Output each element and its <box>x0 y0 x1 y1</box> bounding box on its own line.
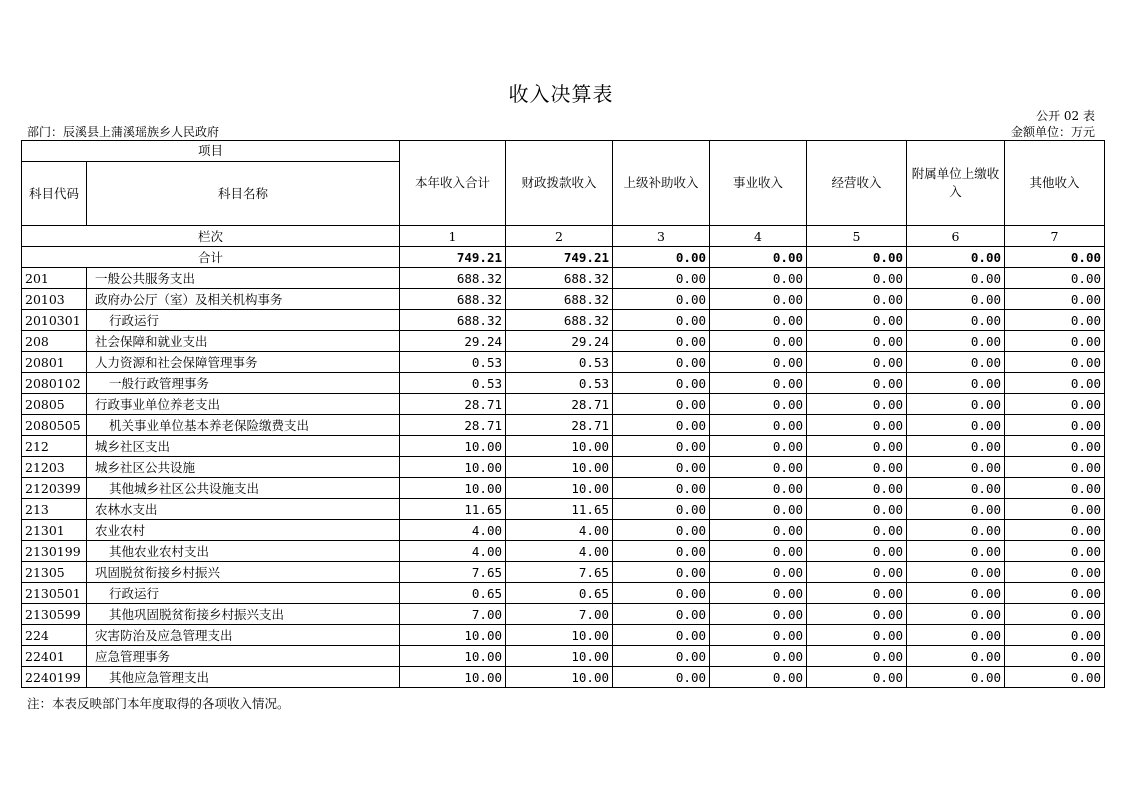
amount-cell: 0.00 <box>807 310 907 331</box>
amount-cell: 0.00 <box>907 478 1005 499</box>
header-col-6: 附属单位上缴收入 <box>907 141 1005 226</box>
amount-cell: 0.00 <box>907 436 1005 457</box>
table-row <box>22 457 1105 478</box>
amount-cell: 0.00 <box>807 289 907 310</box>
col-number: 1 <box>400 226 506 247</box>
subject-code: 22401 <box>22 646 87 667</box>
amount-cell: 0.00 <box>710 436 807 457</box>
amount-cell: 10.00 <box>400 667 506 688</box>
amount-cell: 0.00 <box>710 310 807 331</box>
amount-cell: 0.00 <box>807 562 907 583</box>
amount-cell: 0.00 <box>807 541 907 562</box>
subject-name: 行政事业单位养老支出 <box>87 394 400 415</box>
subject-code: 2130599 <box>22 604 87 625</box>
amount-cell: 0.00 <box>807 478 907 499</box>
amount-cell: 29.24 <box>400 331 506 352</box>
subject-code: 20103 <box>22 289 87 310</box>
amount-cell: 0.00 <box>710 520 807 541</box>
amount-cell: 0.00 <box>907 604 1005 625</box>
page-title: 收入决算表 <box>508 82 614 106</box>
subject-name: 行政运行 <box>87 310 400 331</box>
amount-cell: 28.71 <box>506 415 613 436</box>
subject-code: 224 <box>22 625 87 646</box>
header-col-5: 经营收入 <box>807 141 907 226</box>
income-table <box>21 140 1105 688</box>
subject-name: 社会保障和就业支出 <box>87 331 400 352</box>
amount-cell: 0.00 <box>613 352 710 373</box>
amount-cell: 0.00 <box>807 604 907 625</box>
table-row <box>22 562 1105 583</box>
amount-cell: 10.00 <box>400 478 506 499</box>
amount-cell: 0.00 <box>807 415 907 436</box>
amount-cell: 0.00 <box>1005 331 1105 352</box>
amount-cell: 0.00 <box>613 394 710 415</box>
amount-cell: 7.00 <box>400 604 506 625</box>
amount-cell: 0.00 <box>613 541 710 562</box>
subject-code: 2240199 <box>22 667 87 688</box>
amount-cell: 0.00 <box>1005 478 1105 499</box>
total-value: 749.21 <box>506 247 613 268</box>
header-col-1: 本年收入合计 <box>400 141 506 226</box>
amount-cell: 0.00 <box>1005 646 1105 667</box>
total-label: 合计 <box>22 247 400 268</box>
subject-name: 城乡社区公共设施 <box>87 457 400 478</box>
table-row <box>22 583 1105 604</box>
amount-cell: 0.00 <box>613 562 710 583</box>
amount-cell: 0.00 <box>710 478 807 499</box>
amount-cell: 688.32 <box>506 310 613 331</box>
subject-name: 其他城乡社区公共设施支出 <box>87 478 400 499</box>
table-row <box>22 436 1105 457</box>
amount-cell: 0.00 <box>710 373 807 394</box>
table-row <box>22 667 1105 688</box>
amount-cell: 0.00 <box>710 562 807 583</box>
amount-cell: 0.00 <box>907 310 1005 331</box>
amount-cell: 0.00 <box>907 667 1005 688</box>
amount-cell: 0.00 <box>907 541 1005 562</box>
subject-code: 2080102 <box>22 373 87 394</box>
amount-cell: 0.53 <box>400 373 506 394</box>
amount-cell: 7.65 <box>400 562 506 583</box>
amount-cell: 0.00 <box>807 583 907 604</box>
amount-cell: 0.00 <box>907 289 1005 310</box>
amount-cell: 0.00 <box>1005 583 1105 604</box>
amount-cell: 0.00 <box>1005 520 1105 541</box>
amount-cell: 11.65 <box>400 499 506 520</box>
amount-cell: 0.00 <box>710 667 807 688</box>
header-item: 项目 <box>22 141 400 162</box>
amount-cell: 0.00 <box>1005 562 1105 583</box>
amount-cell: 0.00 <box>907 373 1005 394</box>
subject-code: 20805 <box>22 394 87 415</box>
amount-cell: 0.00 <box>613 457 710 478</box>
amount-cell: 0.00 <box>907 268 1005 289</box>
amount-cell: 0.00 <box>807 394 907 415</box>
amount-cell: 0.00 <box>710 352 807 373</box>
amount-cell: 0.00 <box>1005 541 1105 562</box>
subject-name: 其他农业农村支出 <box>87 541 400 562</box>
amount-cell: 0.00 <box>613 436 710 457</box>
subject-code: 2080505 <box>22 415 87 436</box>
header-row-1 <box>22 141 1105 162</box>
amount-cell: 0.00 <box>907 394 1005 415</box>
table-row <box>22 604 1105 625</box>
amount-cell: 0.00 <box>613 373 710 394</box>
table-row <box>22 541 1105 562</box>
amount-cell: 0.00 <box>1005 289 1105 310</box>
header-col-2: 财政拨款收入 <box>506 141 613 226</box>
amount-cell: 28.71 <box>506 394 613 415</box>
amount-cell: 11.65 <box>506 499 613 520</box>
amount-cell: 688.32 <box>400 268 506 289</box>
subject-code: 212 <box>22 436 87 457</box>
amount-cell: 688.32 <box>400 310 506 331</box>
amount-cell: 7.00 <box>506 604 613 625</box>
subject-name: 农林水支出 <box>87 499 400 520</box>
header-code: 科目代码 <box>22 162 87 226</box>
amount-cell: 0.00 <box>710 541 807 562</box>
amount-cell: 0.00 <box>710 289 807 310</box>
subject-code: 21301 <box>22 520 87 541</box>
amount-cell: 28.71 <box>400 415 506 436</box>
subject-code: 208 <box>22 331 87 352</box>
amount-cell: 0.00 <box>807 373 907 394</box>
total-value: 0.00 <box>807 247 907 268</box>
header-name: 科目名称 <box>87 162 400 226</box>
table-row <box>22 394 1105 415</box>
table-row <box>22 520 1105 541</box>
subject-name: 人力资源和社会保障管理事务 <box>87 352 400 373</box>
amount-cell: 0.00 <box>1005 394 1105 415</box>
amount-cell: 10.00 <box>400 457 506 478</box>
table-row <box>22 373 1105 394</box>
total-value: 749.21 <box>400 247 506 268</box>
amount-cell: 0.00 <box>1005 310 1105 331</box>
col-number: 7 <box>1005 226 1105 247</box>
amount-cell: 0.00 <box>907 457 1005 478</box>
total-value: 0.00 <box>907 247 1005 268</box>
amount-cell: 688.32 <box>400 289 506 310</box>
amount-cell: 0.00 <box>710 604 807 625</box>
amount-cell: 0.00 <box>907 352 1005 373</box>
amount-cell: 28.71 <box>400 394 506 415</box>
amount-cell: 0.00 <box>907 499 1005 520</box>
header-col-4: 事业收入 <box>710 141 807 226</box>
total-value: 0.00 <box>1005 247 1105 268</box>
amount-cell: 0.53 <box>400 352 506 373</box>
amount-cell: 0.00 <box>613 604 710 625</box>
table-row <box>22 331 1105 352</box>
amount-cell: 0.00 <box>807 331 907 352</box>
amount-cell: 4.00 <box>506 541 613 562</box>
amount-cell: 0.00 <box>807 667 907 688</box>
amount-cell: 0.00 <box>907 331 1005 352</box>
amount-cell: 0.00 <box>613 268 710 289</box>
table-row <box>22 499 1105 520</box>
subject-name: 应急管理事务 <box>87 646 400 667</box>
amount-cell: 0.00 <box>710 457 807 478</box>
amount-cell: 10.00 <box>400 436 506 457</box>
amount-cell: 0.00 <box>613 331 710 352</box>
amount-cell: 0.00 <box>613 625 710 646</box>
amount-cell: 0.00 <box>1005 499 1105 520</box>
department-label: 部门：辰溪县上蒲溪瑶族乡人民政府 <box>27 125 220 139</box>
amount-cell: 0.00 <box>1005 415 1105 436</box>
subject-code: 2120399 <box>22 478 87 499</box>
col-number: 2 <box>506 226 613 247</box>
amount-cell: 0.00 <box>613 310 710 331</box>
amount-cell: 0.00 <box>710 583 807 604</box>
amount-cell: 688.32 <box>506 268 613 289</box>
table-row <box>22 625 1105 646</box>
subject-name: 其他应急管理支出 <box>87 667 400 688</box>
amount-cell: 10.00 <box>506 625 613 646</box>
subject-code: 21305 <box>22 562 87 583</box>
amount-cell: 0.00 <box>1005 352 1105 373</box>
amount-cell: 4.00 <box>400 541 506 562</box>
total-value: 0.00 <box>613 247 710 268</box>
amount-cell: 0.00 <box>613 499 710 520</box>
total-row <box>22 247 1105 268</box>
amount-cell: 0.00 <box>807 352 907 373</box>
amount-cell: 0.00 <box>613 415 710 436</box>
form-number: 公开 02 表 <box>1036 109 1095 123</box>
amount-cell: 0.00 <box>710 331 807 352</box>
table-row <box>22 478 1105 499</box>
amount-cell: 0.00 <box>710 625 807 646</box>
subject-code: 21203 <box>22 457 87 478</box>
amount-cell: 0.00 <box>807 268 907 289</box>
subject-name: 城乡社区支出 <box>87 436 400 457</box>
table-row <box>22 310 1105 331</box>
subject-name: 其他巩固脱贫衔接乡村振兴支出 <box>87 604 400 625</box>
table-row <box>22 352 1105 373</box>
subject-code: 201 <box>22 268 87 289</box>
amount-cell: 0.00 <box>1005 667 1105 688</box>
subject-code: 2130199 <box>22 541 87 562</box>
amount-cell: 7.65 <box>506 562 613 583</box>
amount-cell: 0.00 <box>710 268 807 289</box>
amount-unit-label: 金额单位：万元 <box>1010 125 1095 139</box>
amount-cell: 0.00 <box>907 562 1005 583</box>
amount-cell: 0.00 <box>807 436 907 457</box>
amount-cell: 0.00 <box>710 415 807 436</box>
amount-cell: 29.24 <box>506 331 613 352</box>
col-number: 6 <box>907 226 1005 247</box>
footnote: 注：本表反映部门本年度取得的各项收入情况。 <box>27 696 290 711</box>
amount-cell: 0.00 <box>1005 436 1105 457</box>
amount-cell: 10.00 <box>506 457 613 478</box>
amount-cell: 0.00 <box>613 667 710 688</box>
amount-cell: 0.00 <box>807 457 907 478</box>
amount-cell: 4.00 <box>506 520 613 541</box>
amount-cell: 0.53 <box>506 352 613 373</box>
amount-cell: 0.65 <box>400 583 506 604</box>
subject-code: 2130501 <box>22 583 87 604</box>
amount-cell: 0.65 <box>506 583 613 604</box>
amount-cell: 0.00 <box>1005 457 1105 478</box>
row-label: 栏次 <box>22 226 400 247</box>
amount-cell: 10.00 <box>400 646 506 667</box>
amount-cell: 0.00 <box>710 394 807 415</box>
subject-name: 一般行政管理事务 <box>87 373 400 394</box>
amount-cell: 10.00 <box>506 478 613 499</box>
amount-cell: 0.00 <box>710 646 807 667</box>
table-row <box>22 268 1105 289</box>
amount-cell: 10.00 <box>506 436 613 457</box>
amount-cell: 0.00 <box>907 583 1005 604</box>
table-row <box>22 646 1105 667</box>
subject-name: 政府办公厅（室）及相关机构事务 <box>87 289 400 310</box>
amount-cell: 0.00 <box>807 625 907 646</box>
header-col-3: 上级补助收入 <box>613 141 710 226</box>
amount-cell: 0.53 <box>506 373 613 394</box>
table-row <box>22 289 1105 310</box>
col-number: 3 <box>613 226 710 247</box>
subject-name: 灾害防治及应急管理支出 <box>87 625 400 646</box>
amount-cell: 0.00 <box>907 415 1005 436</box>
amount-cell: 0.00 <box>710 499 807 520</box>
amount-cell: 0.00 <box>613 520 710 541</box>
table-row <box>22 415 1105 436</box>
amount-cell: 0.00 <box>613 583 710 604</box>
subject-code: 2010301 <box>22 310 87 331</box>
amount-cell: 0.00 <box>1005 625 1105 646</box>
amount-cell: 0.00 <box>613 478 710 499</box>
subject-name: 一般公共服务支出 <box>87 268 400 289</box>
amount-cell: 0.00 <box>807 499 907 520</box>
amount-cell: 0.00 <box>807 646 907 667</box>
subject-name: 农业农村 <box>87 520 400 541</box>
header-col-7: 其他收入 <box>1005 141 1105 226</box>
subject-name: 行政运行 <box>87 583 400 604</box>
col-number: 5 <box>807 226 907 247</box>
amount-cell: 0.00 <box>907 625 1005 646</box>
subject-name: 巩固脱贫衔接乡村振兴 <box>87 562 400 583</box>
column-number-row <box>22 226 1105 247</box>
amount-cell: 10.00 <box>506 646 613 667</box>
amount-cell: 0.00 <box>907 520 1005 541</box>
subject-name: 机关事业单位基本养老保险缴费支出 <box>87 415 400 436</box>
amount-cell: 688.32 <box>506 289 613 310</box>
amount-cell: 0.00 <box>807 520 907 541</box>
col-number: 4 <box>710 226 807 247</box>
amount-cell: 0.00 <box>1005 604 1105 625</box>
amount-cell: 0.00 <box>907 646 1005 667</box>
amount-cell: 4.00 <box>400 520 506 541</box>
amount-cell: 0.00 <box>613 289 710 310</box>
subject-code: 213 <box>22 499 87 520</box>
amount-cell: 0.00 <box>1005 268 1105 289</box>
total-value: 0.00 <box>710 247 807 268</box>
subject-code: 20801 <box>22 352 87 373</box>
amount-cell: 0.00 <box>613 646 710 667</box>
amount-cell: 10.00 <box>506 667 613 688</box>
amount-cell: 10.00 <box>400 625 506 646</box>
amount-cell: 0.00 <box>1005 373 1105 394</box>
